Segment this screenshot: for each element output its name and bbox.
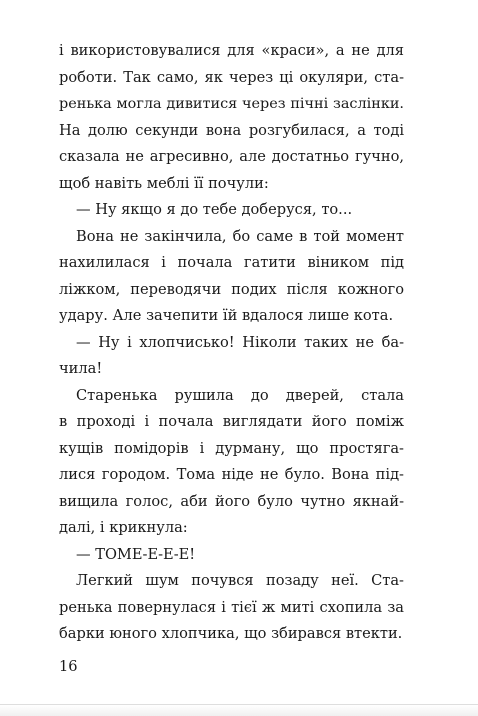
paragraph-start-line: Вона не закінчила, бо саме в той момент (76, 227, 404, 245)
dialogue-line: — Ну якщо я до тебе доберуся, то... (76, 201, 353, 218)
page-number: 16 (59, 658, 78, 675)
text-line: На долю секунди вона розгубилася, а тоді (59, 121, 404, 139)
text-line: лися городом. Тома ніде не було. Вона під- (59, 466, 404, 483)
text-line: роботи. Так само, як через ці окуляри, ста- (59, 68, 404, 86)
dialogue-line: — ТОМЕ-Е-Е-Е! (76, 545, 196, 563)
text-line: в проході і почала виглядати його поміж (59, 413, 404, 430)
text-line: ренька повернулася і тієї ж миті схопила за (59, 598, 404, 616)
text-line: ліжком, переводячи подих після кожного (59, 280, 404, 298)
text-line: сказала не агресивно, але достатньо гучно, (59, 148, 404, 165)
body-text (59, 38, 404, 648)
text-line: удару. Але зачепити їй вдалося лише кота. (59, 307, 394, 324)
text-line: чила! (59, 360, 103, 377)
paragraph-start-line: Легкий шум почувся позаду неї. Ста- (76, 572, 404, 589)
text-line: нахилилася і почала гатити віником під (59, 254, 404, 271)
text-line: вищила голос, аби його було чутно якнай- (59, 492, 404, 510)
text-line: щоб навіть меблі її почули: (59, 174, 269, 192)
text-line: кущів помідорів і дурману, що простяга- (59, 439, 404, 457)
page-bottom-edge (0, 704, 478, 716)
text-line: барки юного хлопчика, що збирався втекти. (59, 625, 403, 642)
text-line: ренька могла дивитися через пічні заслінки. (59, 96, 404, 112)
dialogue-line: — Ну і хлопчисько! Ніколи таких не ба- (76, 333, 404, 351)
text-line: далі, і крикнула: (59, 519, 188, 536)
text-line: і використовувалися для «краси», а не для (59, 42, 404, 59)
paragraph-start-line: Старенька рушила до дверей, стала (76, 386, 404, 404)
